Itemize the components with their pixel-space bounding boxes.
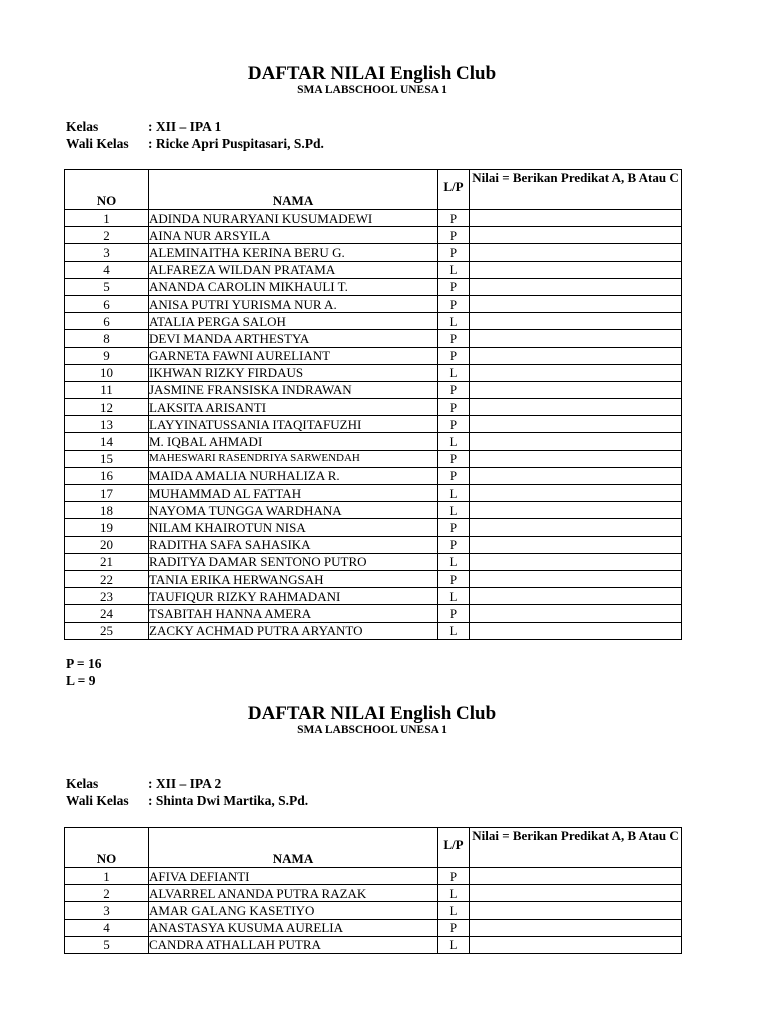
cell-lp: L — [438, 622, 470, 639]
table-row — [65, 399, 682, 416]
table-row — [65, 467, 682, 484]
cell-lp: P — [438, 227, 470, 244]
cell-nilai[interactable] — [470, 467, 682, 484]
cell-no: 4 — [65, 261, 149, 278]
cell-nilai[interactable] — [470, 295, 682, 312]
cell-nilai[interactable] — [470, 278, 682, 295]
cell-lp: P — [438, 244, 470, 261]
table-row — [65, 433, 682, 450]
cell-nilai[interactable] — [470, 570, 682, 587]
cell-nilai[interactable] — [470, 313, 682, 330]
table-row — [65, 588, 682, 605]
cell-nilai[interactable] — [470, 244, 682, 261]
female-count: P = 16 — [66, 656, 102, 671]
cell-lp: P — [438, 570, 470, 587]
cell-nilai[interactable] — [470, 519, 682, 536]
cell-lp: L — [438, 936, 470, 953]
header-nama: NAMA — [149, 828, 438, 868]
cell-nilai[interactable] — [470, 399, 682, 416]
cell-no: 15 — [65, 450, 149, 467]
cell-lp: L — [438, 313, 470, 330]
cell-no: 2 — [65, 227, 149, 244]
grade-table-2 — [64, 827, 682, 954]
header-nama: NAMA — [149, 170, 438, 210]
cell-nama: TAUFIQUR RIZKY RAHMADANI — [149, 588, 438, 605]
table-body-2 — [65, 868, 682, 954]
cell-no: 9 — [65, 347, 149, 364]
cell-no: 1 — [65, 868, 149, 885]
cell-lp: P — [438, 536, 470, 553]
cell-nilai[interactable] — [470, 416, 682, 433]
cell-nama: AINA NUR ARSYILA — [149, 227, 438, 244]
cell-lp: P — [438, 330, 470, 347]
cell-lp: P — [438, 416, 470, 433]
cell-nilai[interactable] — [470, 347, 682, 364]
cell-lp: P — [438, 347, 470, 364]
header-nilai: Nilai = Berikan Predikat A, B Atau C — [470, 170, 682, 210]
cell-nilai[interactable] — [470, 885, 682, 902]
table-row — [65, 295, 682, 312]
table-row — [65, 885, 682, 902]
table-row — [65, 622, 682, 639]
cell-no: 21 — [65, 553, 149, 570]
table-row — [65, 919, 682, 936]
cell-nilai[interactable] — [470, 868, 682, 885]
cell-nilai[interactable] — [470, 919, 682, 936]
table-row — [65, 416, 682, 433]
header-no: NO — [65, 828, 149, 868]
class-row — [66, 118, 324, 135]
cell-nama: AMAR GALANG KASETIYO — [149, 902, 438, 919]
cell-no: 18 — [65, 502, 149, 519]
homeroom-row-2 — [66, 792, 308, 809]
cell-lp: L — [438, 364, 470, 381]
homeroom-value: : Ricke Apri Puspitasari, S.Pd. — [148, 136, 324, 151]
cell-no: 3 — [65, 902, 149, 919]
cell-nama: M. IQBAL AHMADI — [149, 433, 438, 450]
cell-no: 5 — [65, 278, 149, 295]
cell-nama: MUHAMMAD AL FATTAH — [149, 485, 438, 502]
cell-nama: CANDRA ATHALLAH PUTRA — [149, 936, 438, 953]
cell-lp: L — [438, 433, 470, 450]
cell-nama: GARNETA FAWNI AURELIANT — [149, 347, 438, 364]
class-info-2 — [66, 775, 308, 809]
cell-lp: P — [438, 278, 470, 295]
table-row — [65, 330, 682, 347]
cell-nama: ZACKY ACHMAD PUTRA ARYANTO — [149, 622, 438, 639]
table-row — [65, 502, 682, 519]
header-no: NO — [65, 170, 149, 210]
gender-summary — [66, 655, 101, 689]
cell-nilai[interactable] — [470, 536, 682, 553]
cell-lp: P — [438, 210, 470, 227]
cell-nilai[interactable] — [470, 622, 682, 639]
cell-nama: DEVI MANDA ARTHESTYA — [149, 330, 438, 347]
cell-nama: NILAM KHAIROTUN NISA — [149, 519, 438, 536]
cell-no: 8 — [65, 330, 149, 347]
cell-lp: L — [438, 588, 470, 605]
class-label: Kelas — [66, 119, 99, 134]
cell-nama: ALEMINAITHA KERINA BERU G. — [149, 244, 438, 261]
cell-nama: ATALIA PERGA SALOH — [149, 313, 438, 330]
grade-table — [64, 169, 682, 640]
cell-no: 12 — [65, 399, 149, 416]
cell-nilai[interactable] — [470, 553, 682, 570]
cell-nama: AFIVA DEFIANTI — [149, 868, 438, 885]
table-row — [65, 570, 682, 587]
table-row — [65, 868, 682, 885]
cell-nama: JASMINE FRANSISKA INDRAWAN — [149, 381, 438, 398]
cell-nama: RADITYA DAMAR SENTONO PUTRO — [149, 553, 438, 570]
cell-nilai[interactable] — [470, 330, 682, 347]
table-row — [65, 364, 682, 381]
table-row — [65, 278, 682, 295]
cell-lp: L — [438, 502, 470, 519]
cell-nilai[interactable] — [470, 936, 682, 953]
table-header-row — [65, 170, 682, 210]
table-row — [65, 381, 682, 398]
class-info — [66, 118, 324, 152]
cell-no: 22 — [65, 570, 149, 587]
cell-no: 13 — [65, 416, 149, 433]
cell-nilai[interactable] — [470, 502, 682, 519]
class-row-2 — [66, 775, 308, 792]
cell-nilai[interactable] — [470, 433, 682, 450]
school-name-2: SMA LABSCHOOL UNESA 1 — [297, 724, 447, 736]
table-body — [65, 210, 682, 640]
cell-lp: P — [438, 519, 470, 536]
cell-nama: TANIA ERIKA HERWANGSAH — [149, 570, 438, 587]
class-label-2: Kelas — [66, 776, 99, 791]
header-lp: L/P — [438, 828, 470, 868]
cell-nama: ANASTASYA KUSUMA AURELIA — [149, 919, 438, 936]
cell-no: 16 — [65, 467, 149, 484]
cell-no: 25 — [65, 622, 149, 639]
cell-lp: P — [438, 605, 470, 622]
cell-nama: NAYOMA TUNGGA WARDHANA — [149, 502, 438, 519]
cell-no: 3 — [65, 244, 149, 261]
cell-lp: P — [438, 450, 470, 467]
page-title: DAFTAR NILAI English Club — [247, 63, 497, 84]
homeroom-value-2: : Shinta Dwi Martika, S.Pd. — [148, 793, 309, 808]
homeroom-row — [66, 135, 324, 152]
table-row — [65, 936, 682, 953]
cell-nilai[interactable] — [470, 364, 682, 381]
cell-no: 24 — [65, 605, 149, 622]
class-value: : XII – IPA 1 — [148, 119, 222, 134]
homeroom-label: Wali Kelas — [66, 136, 129, 151]
cell-no: 1 — [65, 210, 149, 227]
table-row — [65, 485, 682, 502]
table-row — [65, 450, 682, 467]
cell-nama: ALVARREL ANANDA PUTRA RAZAK — [149, 885, 438, 902]
cell-lp: P — [438, 381, 470, 398]
cell-nama: LAKSITA ARISANTI — [149, 399, 438, 416]
homeroom-label-2: Wali Kelas — [66, 793, 129, 808]
school-name: SMA LABSCHOOL UNESA 1 — [297, 84, 447, 96]
table-row — [65, 519, 682, 536]
cell-nama: ANANDA CAROLIN MIKHAULI T. — [149, 278, 438, 295]
cell-nama: RADITHA SAFA SAHASIKA — [149, 536, 438, 553]
cell-nilai[interactable] — [470, 227, 682, 244]
cell-nama: ANISA PUTRI YURISMA NUR A. — [149, 295, 438, 312]
cell-nilai[interactable] — [470, 381, 682, 398]
header-lp: L/P — [438, 170, 470, 210]
page-title-2: DAFTAR NILAI English Club — [247, 703, 497, 724]
cell-nama: MAHESWARI RASENDRIYA SARWENDAH — [149, 450, 438, 467]
cell-nama: IKHWAN RIZKY FIRDAUS — [149, 364, 438, 381]
cell-nilai[interactable] — [470, 450, 682, 467]
cell-lp: L — [438, 485, 470, 502]
cell-no: 20 — [65, 536, 149, 553]
table-row — [65, 553, 682, 570]
cell-nilai[interactable] — [470, 485, 682, 502]
table-row — [65, 261, 682, 278]
cell-nilai[interactable] — [470, 588, 682, 605]
cell-no: 14 — [65, 433, 149, 450]
table-row — [65, 347, 682, 364]
table-row — [65, 244, 682, 261]
cell-lp: P — [438, 919, 470, 936]
table-row — [65, 313, 682, 330]
table-row — [65, 605, 682, 622]
cell-nama: MAIDA AMALIA NURHALIZA R. — [149, 467, 438, 484]
cell-nama: ADINDA NURARYANI KUSUMADEWI — [149, 210, 438, 227]
table-header-row — [65, 828, 682, 868]
cell-no: 4 — [65, 919, 149, 936]
cell-lp: P — [438, 295, 470, 312]
cell-nilai[interactable] — [470, 261, 682, 278]
cell-no: 2 — [65, 885, 149, 902]
cell-lp: L — [438, 902, 470, 919]
table-row — [65, 227, 682, 244]
cell-lp: P — [438, 868, 470, 885]
cell-nama: LAYYINATUSSANIA ITAQITAFUZHI — [149, 416, 438, 433]
table-row — [65, 536, 682, 553]
cell-no: 23 — [65, 588, 149, 605]
cell-no: 11 — [65, 381, 149, 398]
cell-lp: P — [438, 399, 470, 416]
cell-no: 19 — [65, 519, 149, 536]
cell-no: 10 — [65, 364, 149, 381]
table-row — [65, 902, 682, 919]
cell-nilai[interactable] — [470, 210, 682, 227]
cell-lp: L — [438, 885, 470, 902]
cell-no: 5 — [65, 936, 149, 953]
cell-no: 6 — [65, 295, 149, 312]
table-row — [65, 210, 682, 227]
class-value-2: : XII – IPA 2 — [148, 776, 222, 791]
cell-nilai[interactable] — [470, 605, 682, 622]
cell-lp: P — [438, 467, 470, 484]
header-nilai: Nilai = Berikan Predikat A, B Atau C — [470, 828, 682, 868]
male-count: L = 9 — [66, 673, 96, 688]
cell-no: 17 — [65, 485, 149, 502]
cell-nama: TSABITAH HANNA AMERA — [149, 605, 438, 622]
cell-no: 6 — [65, 313, 149, 330]
cell-lp: L — [438, 261, 470, 278]
cell-lp: L — [438, 553, 470, 570]
cell-nama: ALFAREZA WILDAN PRATAMA — [149, 261, 438, 278]
cell-nilai[interactable] — [470, 902, 682, 919]
